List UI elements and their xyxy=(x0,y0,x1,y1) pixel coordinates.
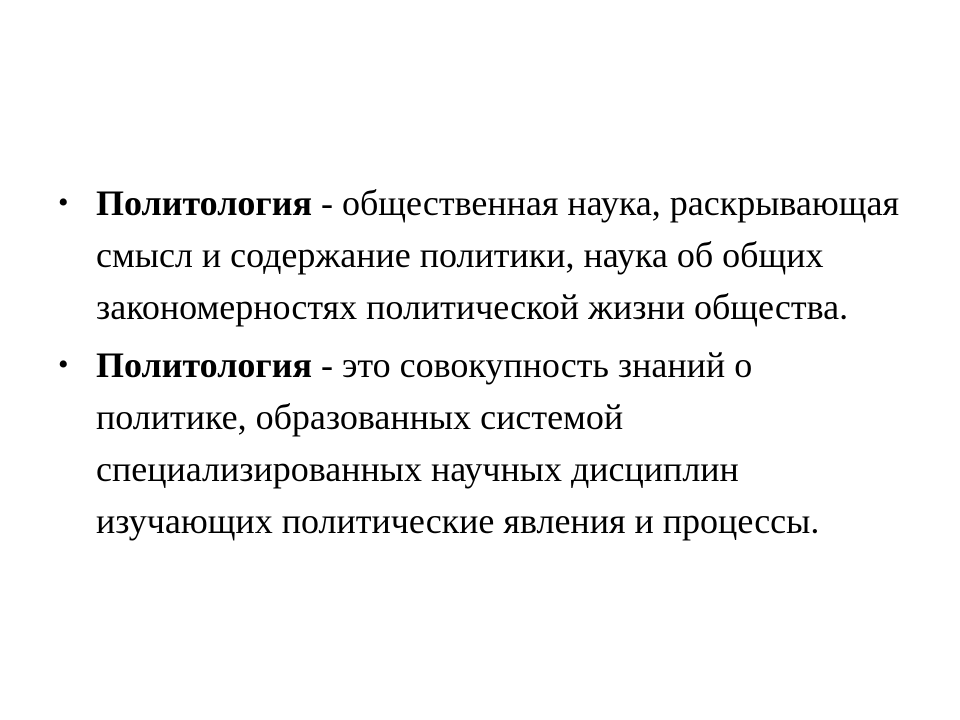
bullet-definition: - это совокупность знаний о политике, образованных системой специализированных научных дисциплин изучающих политические явления и процессы. xyxy=(96,345,820,541)
bullet-item-2 xyxy=(58,339,908,547)
bullet-term: Политология xyxy=(96,183,312,223)
bullet-icon: • xyxy=(58,186,69,219)
bullet-term: Политология xyxy=(96,345,312,385)
bullet-icon: • xyxy=(58,348,69,381)
bullet-item-1 xyxy=(58,177,908,333)
bullet-list xyxy=(58,177,908,553)
bullet-definition: - общественная наука, раскрывающая смысл и содержание политики, наука об общих закономерностях политической жизни общества. xyxy=(96,183,900,327)
